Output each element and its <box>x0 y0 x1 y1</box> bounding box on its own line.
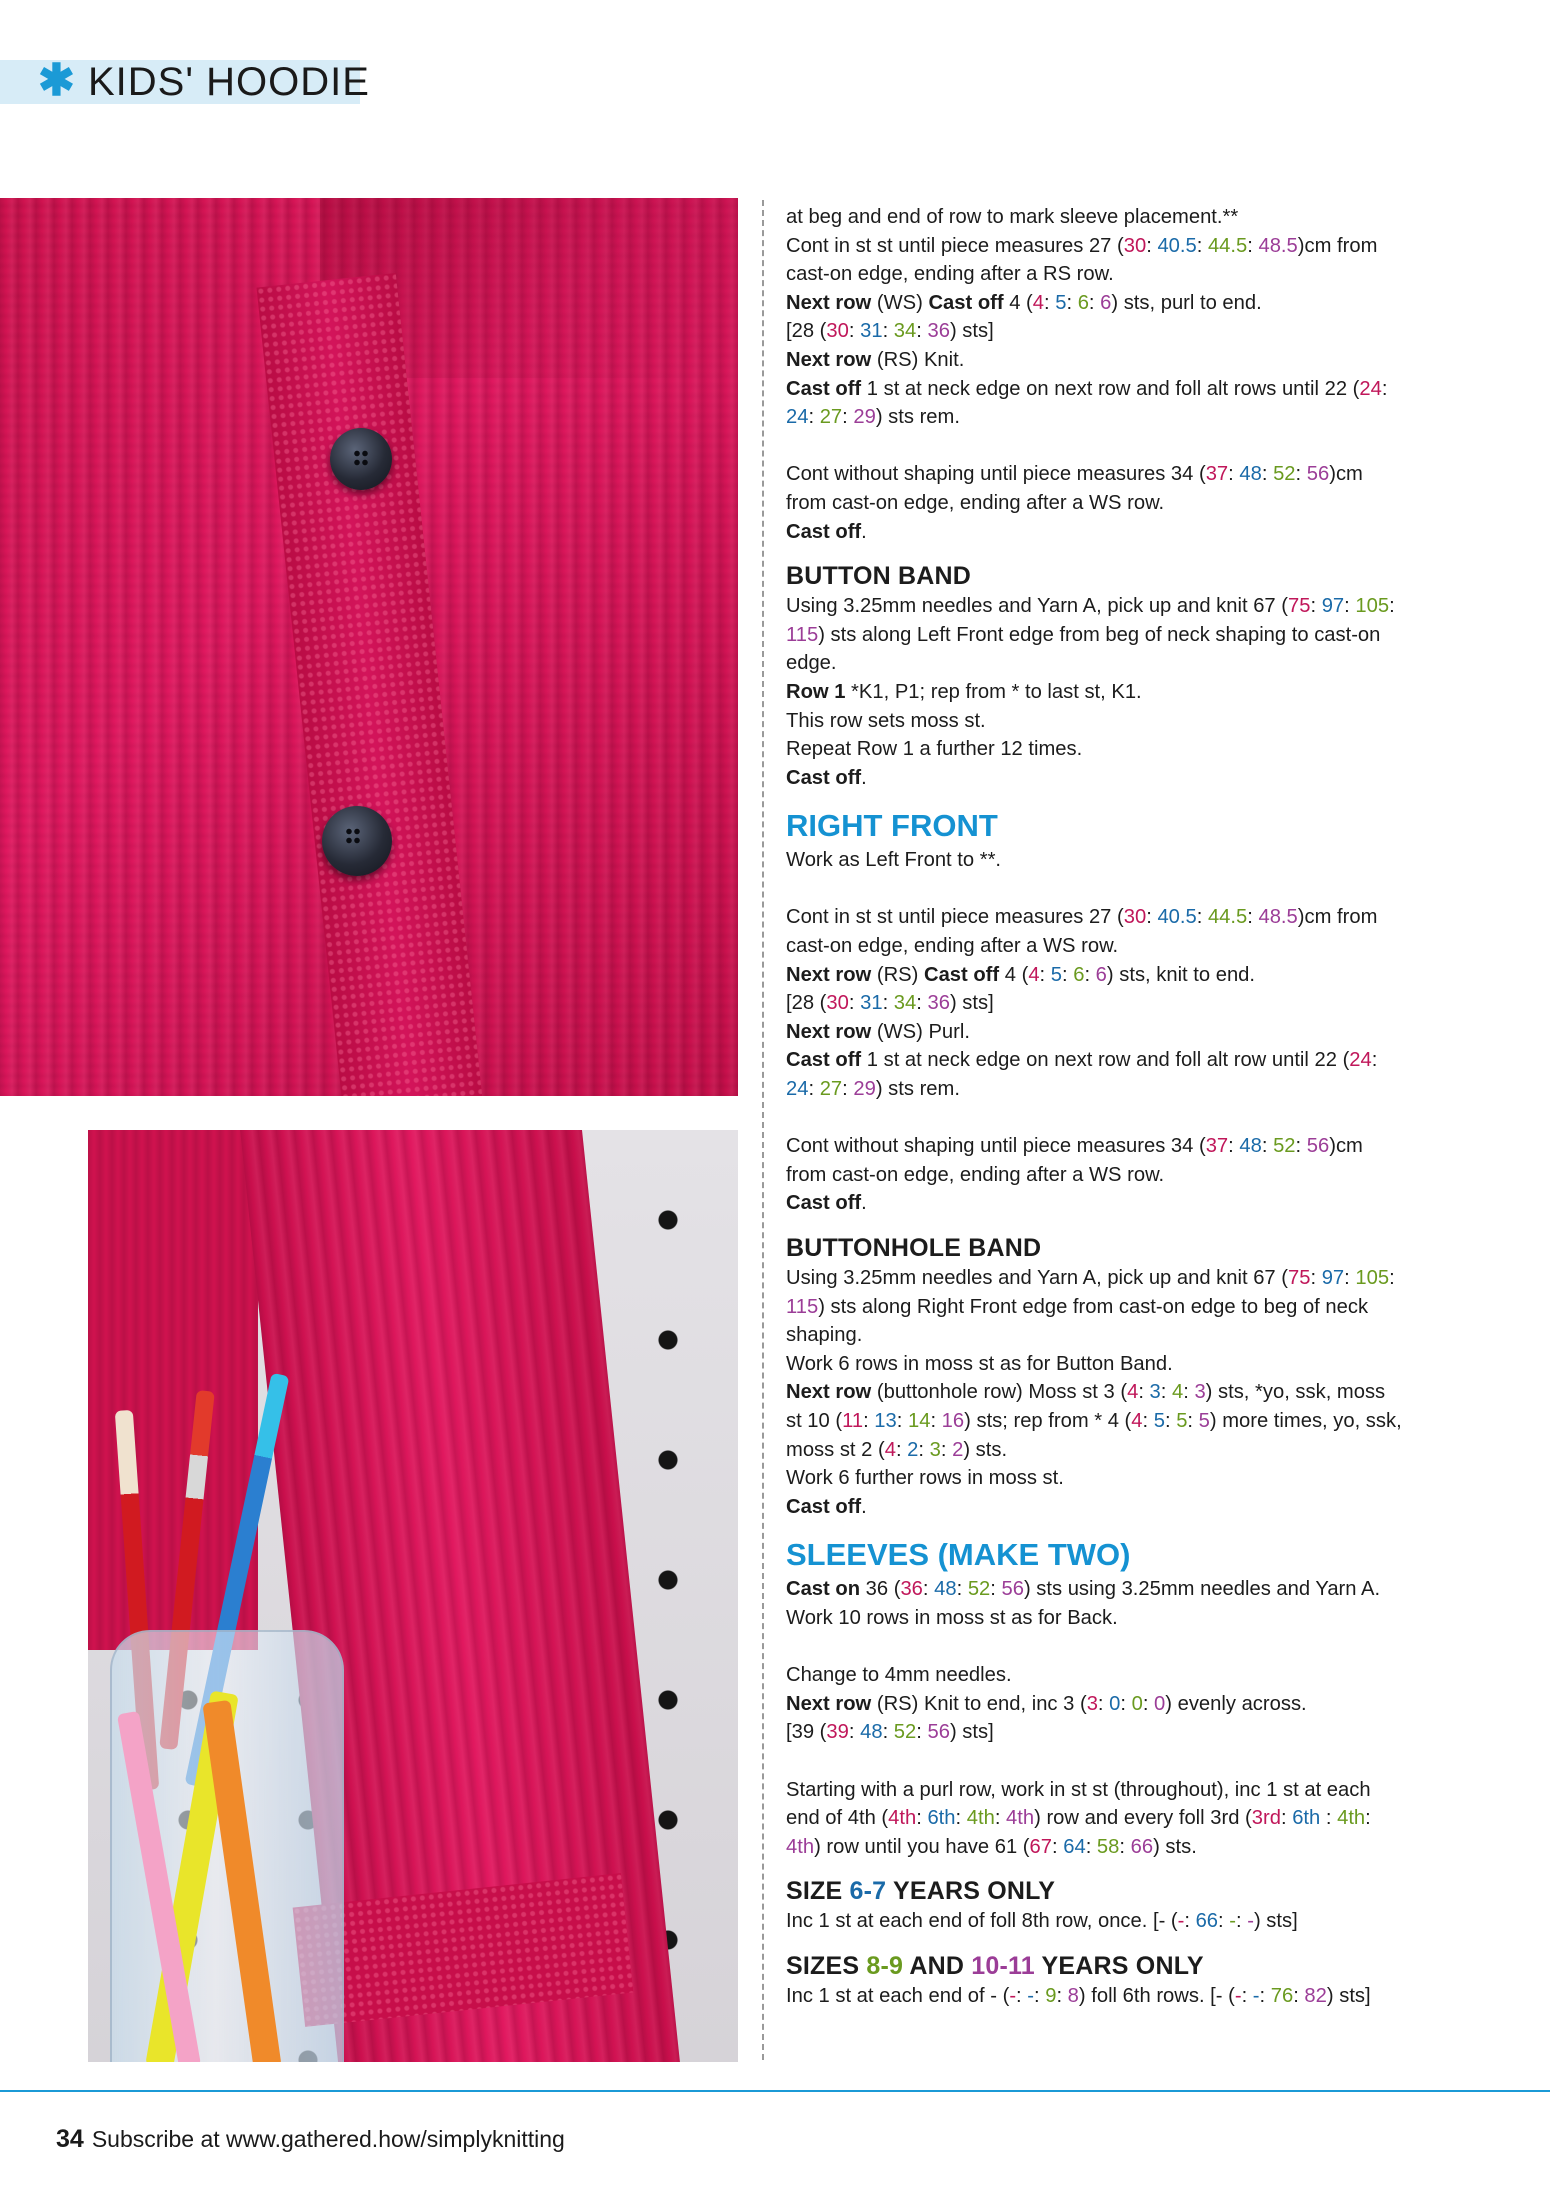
text-line: [28 (30: 31: 34: 36) sts] <box>786 992 994 1015</box>
text-line: shaping. <box>786 1324 863 1347</box>
text-line: Using 3.25mm needles and Yarn A, pick up and knit 67 (75: 97: 105: <box>786 595 1395 618</box>
text-line: Cont without shaping until piece measures 34 (37: 48: 52: 56)cm <box>786 1135 1363 1158</box>
text-line: 24: 27: 29) sts rem. <box>786 406 960 429</box>
photo-cardigan-buttons <box>0 198 738 1096</box>
text-line: st 10 (11: 13: 14: 16) sts; rep from * 4 (4: 5: 5: 5) more times, yo, ssk, <box>786 1409 1402 1432</box>
subscribe-link[interactable]: Subscribe at www.gathered.how/simplyknitting <box>91 2126 565 2152</box>
text-line: Next row (buttonhole row) Moss st 3 (4: 3: 4: 3) sts, *yo, ssk, moss <box>786 1381 1386 1404</box>
section-title: RIGHT FRONT <box>786 808 998 844</box>
text-line: Work 6 further rows in moss st. <box>786 1467 1064 1490</box>
footer <box>56 2124 565 2154</box>
text-line: Cast off. <box>786 1192 867 1215</box>
text-line: Using 3.25mm needles and Yarn A, pick up and knit 67 (75: 97: 105: <box>786 1267 1395 1289</box>
moss-stitch-band <box>256 273 483 1096</box>
section-title: SLEEVES (MAKE TWO) <box>786 1537 1131 1573</box>
text-line: Cast off 1 st at neck edge on next row and foll alt rows until 22 (24: <box>786 377 1388 400</box>
text-line: from cast-on edge, ending after a WS row. <box>786 1163 1165 1186</box>
button-icon <box>322 806 392 876</box>
text-line: Next row (RS) Knit to end, inc 3 (3: 0: 0: 0) evenly across. <box>786 1692 1307 1715</box>
text-line: 24: 27: 29) sts rem. <box>786 1078 960 1101</box>
text-line: Cast off. <box>786 1495 867 1518</box>
text-line: from cast-on edge, ending after a WS row. <box>786 491 1165 514</box>
text-line: cast-on edge, ending after a RS row. <box>786 263 1114 286</box>
text-line: at beg and end of row to mark sleeve placement.** <box>786 206 1239 228</box>
section-subtitle: BUTTON BAND <box>786 562 972 591</box>
footer-divider <box>0 2090 1550 2092</box>
page-title: KIDS' HOODIE <box>88 60 370 104</box>
text-line: Next row (WS) Cast off 4 (4: 5: 6: 6) sts, purl to end. <box>786 291 1262 314</box>
text-line: moss st 2 (4: 2: 3: 2) sts. <box>786 1438 1008 1461</box>
text-line: Repeat Row 1 a further 12 times. <box>786 738 1083 761</box>
photo-sleeve-jar <box>88 1130 738 2062</box>
text-line: 115) sts along Right Front edge from cast-on edge to beg of neck <box>786 1295 1369 1318</box>
text-line: This row sets moss st. <box>786 709 986 732</box>
button-icon <box>330 428 392 490</box>
text-line: Inc 1 st at each end of - (-: -: 9: 8) foll 6th rows. [- (-: -: 76: 82) sts] <box>786 1984 1371 2007</box>
text-line: Work 6 rows in moss st as for Button Band. <box>786 1352 1173 1375</box>
text-line: Work 10 rows in moss st as for Back. <box>786 1606 1118 1629</box>
text-line: Cont without shaping until piece measures 34 (37: 48: 52: 56)cm <box>786 463 1363 486</box>
text-line: Row 1 *K1, P1; rep from * to last st, K1. <box>786 680 1142 703</box>
text-line: Work as Left Front to **. <box>786 849 1002 872</box>
text-line: [28 (30: 31: 34: 36) sts] <box>786 320 994 343</box>
text-line: Cast on 36 (36: 48: 52: 56) sts using 3.25mm needles and Yarn A. <box>786 1578 1381 1601</box>
text-line: [39 (39: 48: 52: 56) sts] <box>786 1721 994 1744</box>
asterisk-icon: ✱ <box>38 56 75 105</box>
text-line: Next row (RS) Cast off 4 (4: 5: 6: 6) sts, knit to end. <box>786 963 1256 986</box>
text-line: 4th) row until you have 61 (67: 64: 58: 66) sts. <box>786 1835 1197 1858</box>
text-line: Next row (RS) Knit. <box>786 348 965 371</box>
text-line: edge. <box>786 652 837 675</box>
text-line: Cont in st st until piece measures 27 (30: 40.5: 44.5: 48.5)cm from <box>786 906 1378 929</box>
text-line: Change to 4mm needles. <box>786 1664 1012 1687</box>
text-line: 115) sts along Left Front edge from beg of neck shaping to cast-on <box>786 623 1381 646</box>
text-line: Cont in st st until piece measures 27 (30: 40.5: 44.5: 48.5)cm from <box>786 234 1378 257</box>
text-line: cast-on edge, ending after a WS row. <box>786 935 1119 958</box>
text-line: Cast off 1 st at neck edge on next row and foll alt row until 22 (24: <box>786 1049 1378 1072</box>
section-subtitle: BUTTONHOLE BAND <box>786 1234 1042 1262</box>
pattern-text <box>786 203 1436 2010</box>
section-subtitle: SIZE 6-7 YEARS ONLY <box>786 1877 1056 1906</box>
text-line: Cast off. <box>786 766 867 789</box>
text-line: Starting with a purl row, work in st st (throughout), inc 1 st at each <box>786 1778 1371 1801</box>
page-number: 34 <box>56 2125 84 2153</box>
section-subtitle: SIZES 8-9 AND 10-11 YEARS ONLY <box>786 1951 1204 1980</box>
text-line: end of 4th (4th: 6th: 4th: 4th) row and every foll 3rd (3rd: 6th : 4th: <box>786 1807 1371 1830</box>
column-divider <box>762 200 764 2060</box>
text-line: Inc 1 st at each end of foll 8th row, once. [- (-: 66: -: -) sts] <box>786 1910 1298 1933</box>
text-line: Cast off. <box>786 520 867 543</box>
text-line: Next row (WS) Purl. <box>786 1020 970 1043</box>
